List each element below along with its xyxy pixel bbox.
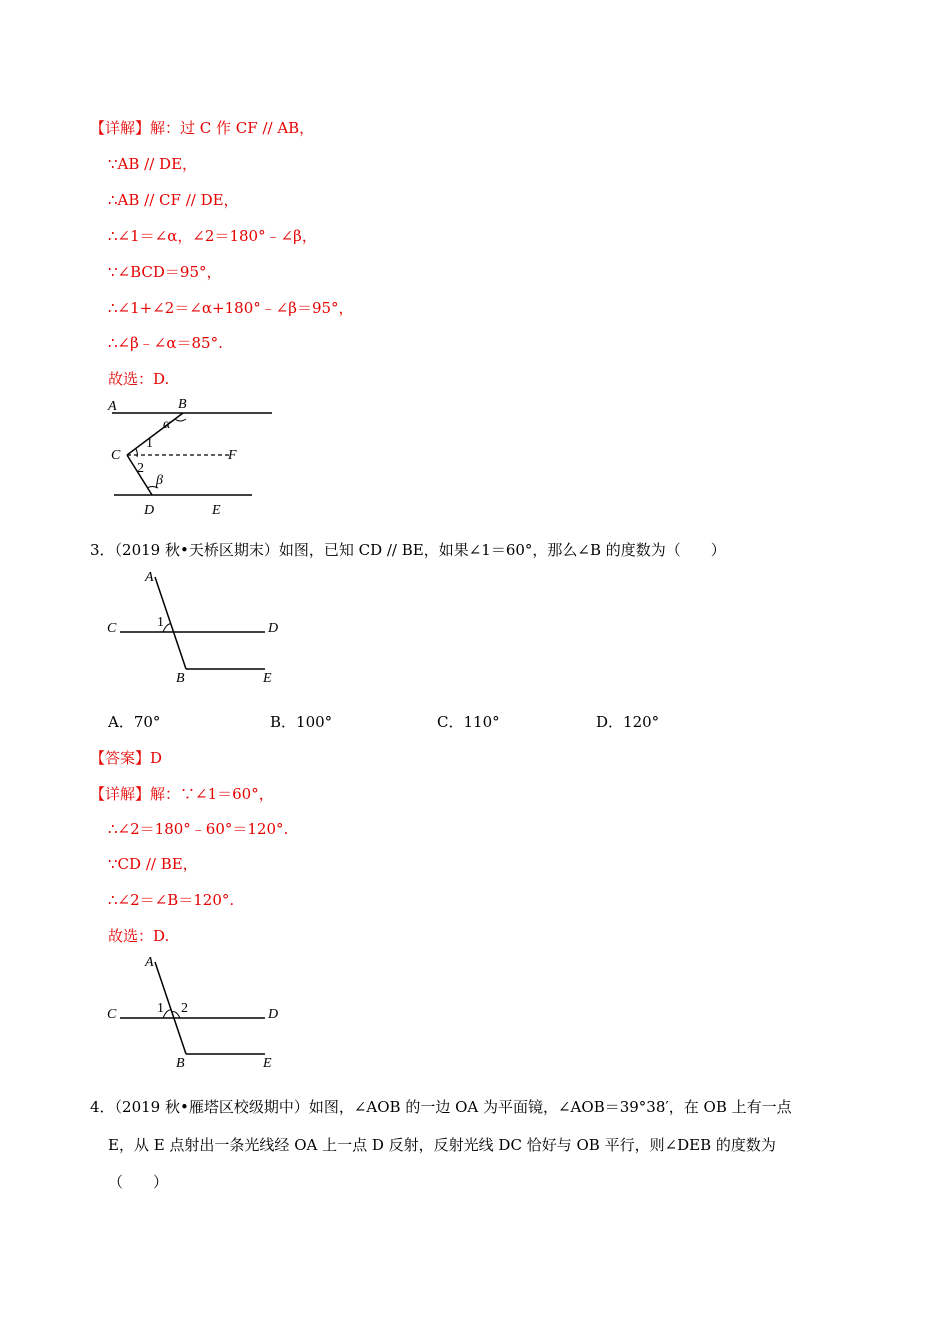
q3-sol-fig-label-b: B bbox=[176, 1056, 185, 1071]
q2-fig-label-f: F bbox=[228, 448, 237, 463]
q3-fig-label-c: C bbox=[107, 621, 117, 636]
q3-solution-line-4: ∴∠2＝∠B＝120°. bbox=[108, 891, 235, 909]
q3-sol-fig-label-d: D bbox=[268, 1007, 279, 1022]
q2-solution-line-8: 故选：D. bbox=[108, 370, 170, 388]
q3-stem: 3．（2019 秋•天桥区期末）如图，已知 CD // BE，如果∠1＝60°，那么∠B 的度数为（ ） bbox=[90, 541, 726, 559]
q3-fig-label-b: B bbox=[176, 671, 185, 686]
q2-fig-label-d: D bbox=[144, 503, 155, 518]
q3-solution-line-5: 故选：D. bbox=[108, 927, 170, 945]
q2-solution-line-3: ∴AB // CF // DE， bbox=[108, 191, 239, 209]
q2-fig-label-beta: β bbox=[156, 473, 163, 488]
q2-fig-label-b: B bbox=[178, 397, 187, 412]
q3-sol-fig-label-a: A bbox=[145, 955, 154, 970]
q3-option-a: A．70° bbox=[108, 713, 161, 731]
q3-sol-fig-label-c: C bbox=[107, 1007, 117, 1022]
q3-solution-text-1: 解：∵∠1＝60°， bbox=[150, 785, 274, 803]
q3-fig-label-1: 1 bbox=[157, 615, 164, 630]
q3-solution-line-3: ∵CD // BE， bbox=[108, 855, 198, 873]
q3-solution-figure bbox=[100, 950, 290, 1072]
q3-sol-fig-label-2: 2 bbox=[181, 1001, 188, 1016]
q2-solution-line-6: ∴∠1+∠2＝∠α+180°﹣∠β＝95°， bbox=[108, 299, 354, 317]
q2-fig-label-a: A bbox=[108, 399, 117, 414]
q2-solution-line-1 bbox=[90, 117, 314, 138]
q4-stem-line-3: （ ） bbox=[108, 1173, 169, 1191]
q2-fig-label-e: E bbox=[212, 503, 221, 518]
q3-sol-fig-label-e: E bbox=[263, 1056, 272, 1071]
q2-fig-label-2: 2 bbox=[137, 461, 144, 476]
q3-answer-tag: 【答案】 bbox=[90, 749, 151, 767]
q3-solution-line-2: ∴∠2＝180°﹣60°＝120°. bbox=[108, 820, 289, 838]
q2-solution-line-2: ∵AB // DE， bbox=[108, 155, 198, 173]
q2-fig-label-alpha: α bbox=[163, 417, 171, 432]
q3-solution-tag: 【详解】 bbox=[90, 785, 151, 803]
q3-option-d: D．120° bbox=[596, 713, 660, 731]
q2-solution-line-5: ∵∠BCD＝95°， bbox=[108, 263, 222, 281]
q2-solution-tag: 【详解】 bbox=[90, 119, 151, 137]
q2-solution-text-1: 解：过 C 作 CF // AB， bbox=[150, 119, 315, 137]
q3-solution-line-1 bbox=[90, 783, 274, 804]
q4-stem-line-1: 4．（2019 秋•雁塔区校级期中）如图，∠AOB 的一边 OA 为平面镜，∠AOB＝39°38′，在 OB 上有一点 bbox=[90, 1098, 792, 1116]
q2-fig-label-c: C bbox=[111, 448, 121, 463]
q2-solution-figure bbox=[100, 393, 285, 521]
q3-option-c: C．110° bbox=[437, 713, 500, 731]
q3-answer-value: D bbox=[150, 749, 163, 767]
q2-fig-label-1: 1 bbox=[146, 436, 153, 451]
q3-fig-label-a: A bbox=[145, 570, 154, 585]
q4-stem-line-2: E，从 E 点射出一条光线经 OA 上一点 D 反射，反射光线 DC 恰好与 OB 平行，则∠DEB 的度数为 bbox=[108, 1136, 776, 1154]
q2-solution-line-7: ∴∠β﹣∠α＝85°. bbox=[108, 334, 223, 352]
q2-solution-line-4: ∴∠1＝∠α，∠2＝180°﹣∠β， bbox=[108, 227, 317, 245]
q3-sol-fig-label-1: 1 bbox=[157, 1001, 164, 1016]
q3-fig-label-d: D bbox=[268, 621, 279, 636]
q3-answer-line bbox=[90, 747, 162, 768]
q3-option-b: B．100° bbox=[270, 713, 333, 731]
q3-figure bbox=[100, 565, 290, 687]
q3-fig-label-e: E bbox=[263, 671, 272, 686]
